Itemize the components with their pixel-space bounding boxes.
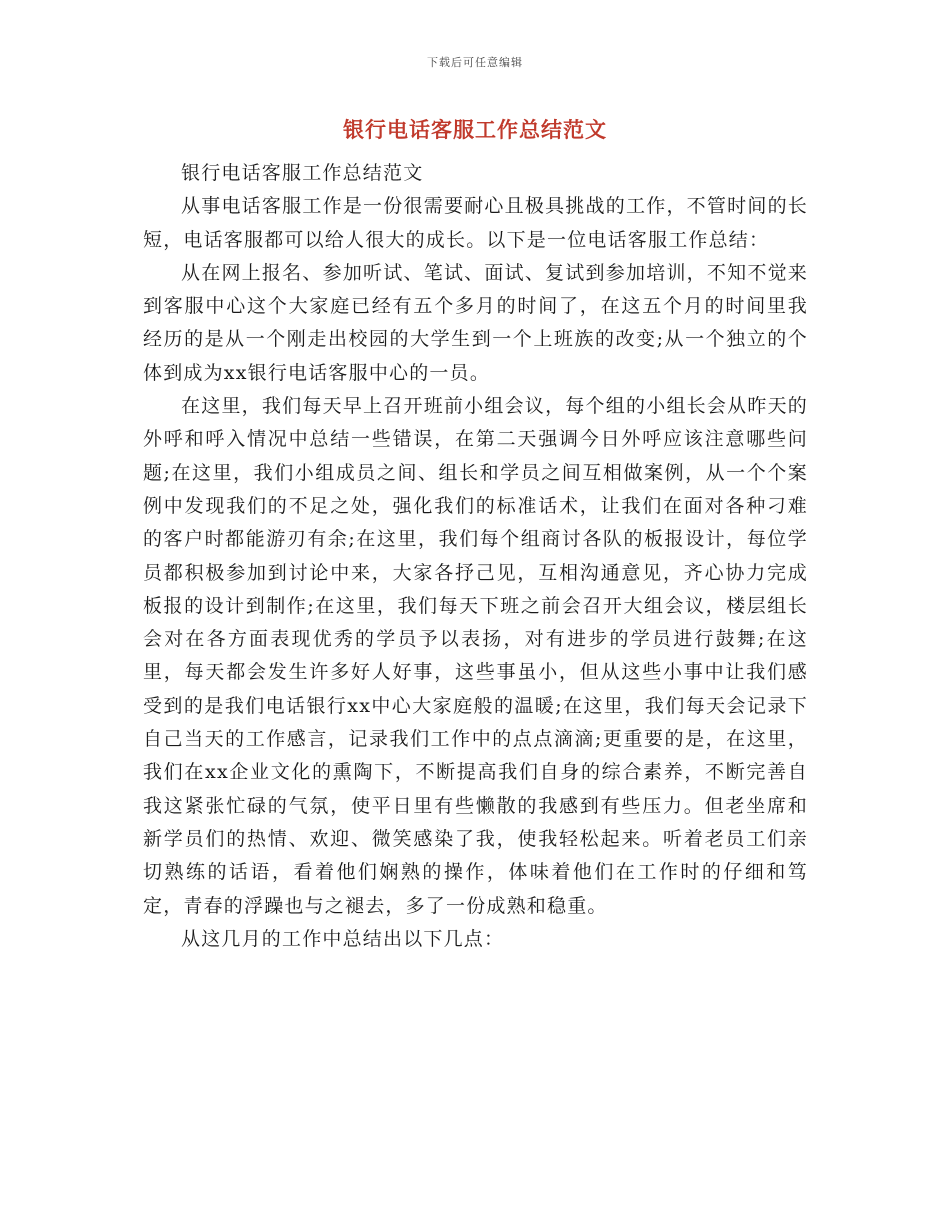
paragraph-intro: 从事电话客服工作是一份很需要耐心且极具挑战的工作，不管时间的长短，电话客服都可以给人很大的成长。以下是一位电话客服工作总结： — [143, 195, 808, 251]
document-title: 银行电话客服工作总结范文 — [343, 118, 607, 142]
paragraph-subtitle: 银行电话客服工作总结范文 — [181, 162, 424, 184]
paragraph-experience: 从在网上报名、参加听试、笔试、面试、复试到参加培训，不知不觉来到客服中心这个大家庭已经有五个多月的时间了，在这五个月的时间里我经历的是从一个刚走出校园的大学生到一个上班族的改变;从一个独立的个体到成为xx银行电话客服中心的一员。 — [143, 261, 808, 384]
document-body — [143, 157, 808, 956]
paragraph-daily-work: 在这里，我们每天早上召开班前小组会议，每个组的小组长会从昨天的外呼和呼入情况中总结一些错误，在第二天强调今日外呼应该注意哪些问题;在这里，我们小组成员之间、组长和学员之间互相做案例，从一个个案例中发现我们的不足之处，强化我们的标准话术，让我们在面对各种刁难的客户时都能游刃有余;在这里，我们每个组商讨各队的板报设计，每位学员都积极参加到讨论中来，大家各抒己见，互相沟通意见，齐心协力完成板报的设计到制作;在这里，我们每天下班之前会召开大组会议，楼层组长会对在各方面表现优秀的学员予以表扬，对有进步的学员进行鼓舞;在这里，每天都会发生许多好人好事，这些事虽小，但从这些小事中让我们感受到的是我们电话银行xx中心大家庭般的温暖;在这里，我们每天会记录下自己当天的工作感言，记录我们工作中的点点滴滴;更重要的是，在这里，我们在xx企业文化的熏陶下，不断提高我们自身的综合素养，不断完善自我这紧张忙碌的气氛，使平日里有些懒散的我感到有些压力。但老坐席和新学员们的热情、欢迎、微笑感染了我，使我轻松起来。听着老员工们亲切熟练的话语，看着他们娴熟的操作，体味着他们在工作时的仔细和笃定，青春的浮躁也与之褪去，多了一份成熟和稳重。 — [143, 395, 808, 917]
paragraph-summary-lead: 从这几月的工作中总结出以下几点： — [181, 927, 505, 950]
page-header-note: 下载后可任意编辑 — [427, 56, 523, 69]
